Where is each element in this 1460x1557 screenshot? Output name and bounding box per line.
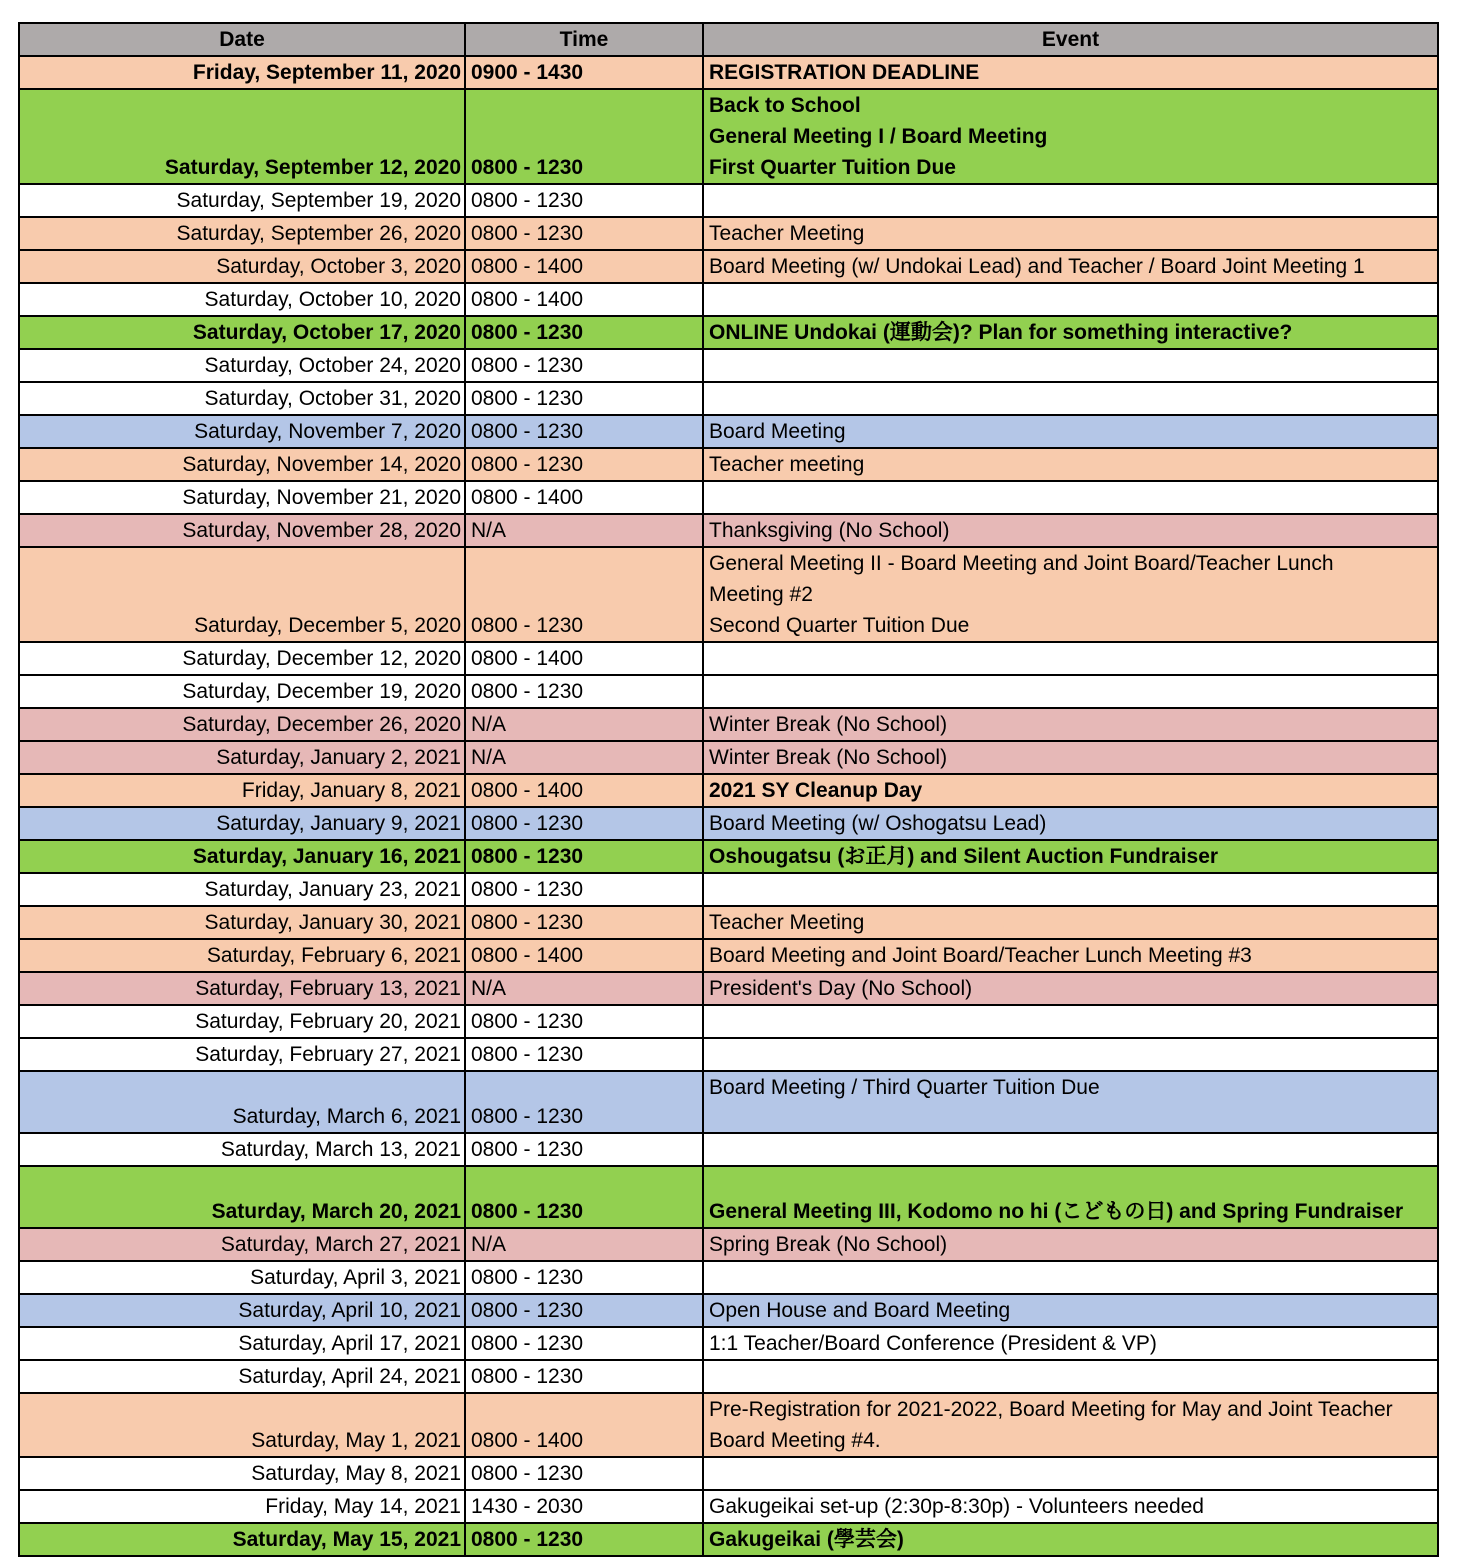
event-cell: Back to School General Meeting I / Board Meeting First Quarter Tuition Due (703, 89, 1438, 184)
date-cell: Saturday, December 5, 2020 (19, 547, 465, 642)
date-cell: Saturday, January 16, 2021 (19, 840, 465, 873)
schedule-row (19, 873, 1438, 906)
schedule-row (19, 382, 1438, 415)
date-cell: Saturday, May 8, 2021 (19, 1457, 465, 1490)
date-cell: Saturday, March 13, 2021 (19, 1133, 465, 1166)
event-cell (703, 873, 1438, 906)
event-cell: Teacher meeting (703, 448, 1438, 481)
date-cell: Saturday, December 12, 2020 (19, 642, 465, 675)
schedule-table (18, 22, 1439, 1557)
time-cell: N/A (465, 972, 703, 1005)
time-cell: 0800 - 1230 (465, 1360, 703, 1393)
time-cell: 0800 - 1230 (465, 415, 703, 448)
date-cell: Saturday, January 30, 2021 (19, 906, 465, 939)
schedule-row (19, 89, 1438, 184)
event-cell: Gakugeikai set-up (2:30p-8:30p) - Volunteers needed (703, 1490, 1438, 1523)
time-cell: 0900 - 1430 (465, 56, 703, 89)
time-cell: 0800 - 1400 (465, 1393, 703, 1457)
time-cell: 0800 - 1230 (465, 1166, 703, 1228)
event-cell (703, 184, 1438, 217)
time-cell: 0800 - 1400 (465, 939, 703, 972)
date-cell: Saturday, September 26, 2020 (19, 217, 465, 250)
event-cell: Gakugeikai (學芸会) (703, 1523, 1438, 1556)
schedule-row (19, 1038, 1438, 1071)
schedule-row (19, 217, 1438, 250)
date-cell: Saturday, April 17, 2021 (19, 1327, 465, 1360)
schedule-row (19, 741, 1438, 774)
time-cell: 0800 - 1230 (465, 1133, 703, 1166)
date-cell: Saturday, April 3, 2021 (19, 1261, 465, 1294)
date-column-header: Date (19, 23, 465, 56)
time-cell: 0800 - 1230 (465, 1327, 703, 1360)
schedule-row (19, 56, 1438, 89)
time-cell: 0800 - 1230 (465, 1523, 703, 1556)
schedule-row (19, 547, 1438, 642)
schedule-row (19, 1133, 1438, 1166)
event-cell (703, 283, 1438, 316)
event-cell: Board Meeting / Third Quarter Tuition Due (703, 1071, 1438, 1133)
time-cell: 0800 - 1230 (465, 906, 703, 939)
event-cell: REGISTRATION DEADLINE (703, 56, 1438, 89)
event-cell: Teacher Meeting (703, 217, 1438, 250)
time-cell: 0800 - 1230 (465, 547, 703, 642)
event-cell (703, 1360, 1438, 1393)
header-row (19, 23, 1438, 56)
schedule-row (19, 642, 1438, 675)
schedule-row (19, 316, 1438, 349)
date-cell: Saturday, January 23, 2021 (19, 873, 465, 906)
date-cell: Saturday, November 7, 2020 (19, 415, 465, 448)
event-cell (703, 1261, 1438, 1294)
time-cell: 0800 - 1400 (465, 283, 703, 316)
time-cell: N/A (465, 514, 703, 547)
time-cell: 0800 - 1230 (465, 840, 703, 873)
event-cell (703, 642, 1438, 675)
event-cell (703, 675, 1438, 708)
time-cell: 0800 - 1400 (465, 250, 703, 283)
schedule-row (19, 1490, 1438, 1523)
date-cell: Saturday, September 19, 2020 (19, 184, 465, 217)
time-cell: 0800 - 1230 (465, 1457, 703, 1490)
schedule-row (19, 250, 1438, 283)
date-cell: Saturday, February 27, 2021 (19, 1038, 465, 1071)
time-cell: N/A (465, 1228, 703, 1261)
schedule-row (19, 415, 1438, 448)
time-cell: 0800 - 1230 (465, 873, 703, 906)
time-cell: 0800 - 1230 (465, 349, 703, 382)
time-cell: 0800 - 1400 (465, 642, 703, 675)
time-cell: 0800 - 1230 (465, 1071, 703, 1133)
date-cell: Saturday, November 21, 2020 (19, 481, 465, 514)
date-cell: Saturday, October 31, 2020 (19, 382, 465, 415)
schedule-row (19, 514, 1438, 547)
time-cell: 0800 - 1230 (465, 1038, 703, 1071)
date-cell: Saturday, September 12, 2020 (19, 89, 465, 184)
date-cell: Saturday, October 17, 2020 (19, 316, 465, 349)
time-cell: 1430 - 2030 (465, 1490, 703, 1523)
date-cell: Saturday, February 6, 2021 (19, 939, 465, 972)
schedule-row (19, 807, 1438, 840)
date-cell: Saturday, November 14, 2020 (19, 448, 465, 481)
time-cell: 0800 - 1400 (465, 774, 703, 807)
event-cell: General Meeting II - Board Meeting and Joint Board/Teacher Lunch Meeting #2 Second Quarter Tuition Due (703, 547, 1438, 642)
event-cell: Oshougatsu (お正月) and Silent Auction Fundraiser (703, 840, 1438, 873)
event-column-header: Event (703, 23, 1438, 56)
schedule-row (19, 939, 1438, 972)
time-cell: 0800 - 1230 (465, 382, 703, 415)
schedule-row (19, 675, 1438, 708)
time-cell: N/A (465, 708, 703, 741)
event-cell: Board Meeting (w/ Undokai Lead) and Teacher / Board Joint Meeting 1 (703, 250, 1438, 283)
event-cell: Spring Break (No School) (703, 1228, 1438, 1261)
date-cell: Friday, January 8, 2021 (19, 774, 465, 807)
event-cell (703, 1038, 1438, 1071)
event-cell (703, 349, 1438, 382)
time-cell: 0800 - 1230 (465, 316, 703, 349)
schedule-row (19, 1523, 1438, 1556)
schedule-row (19, 1005, 1438, 1038)
date-cell: Saturday, April 10, 2021 (19, 1294, 465, 1327)
time-cell: 0800 - 1230 (465, 1005, 703, 1038)
date-cell: Saturday, October 10, 2020 (19, 283, 465, 316)
schedule-row (19, 1457, 1438, 1490)
time-cell: 0800 - 1230 (465, 807, 703, 840)
date-cell: Saturday, March 6, 2021 (19, 1071, 465, 1133)
date-cell: Saturday, November 28, 2020 (19, 514, 465, 547)
date-cell: Saturday, May 1, 2021 (19, 1393, 465, 1457)
event-cell: ONLINE Undokai (運動会)? Plan for something interactive? (703, 316, 1438, 349)
schedule-row (19, 708, 1438, 741)
schedule-row (19, 1360, 1438, 1393)
event-cell (703, 481, 1438, 514)
event-cell: Board Meeting and Joint Board/Teacher Lunch Meeting #3 (703, 939, 1438, 972)
schedule-row (19, 972, 1438, 1005)
schedule-row (19, 283, 1438, 316)
event-cell: General Meeting III, Kodomo no hi (こどもの日) and Spring Fundraiser (703, 1166, 1438, 1228)
schedule-row (19, 1228, 1438, 1261)
time-cell: 0800 - 1230 (465, 184, 703, 217)
date-cell: Saturday, October 24, 2020 (19, 349, 465, 382)
time-cell: 0800 - 1230 (465, 1261, 703, 1294)
time-cell: N/A (465, 741, 703, 774)
schedule-row (19, 1071, 1438, 1133)
event-cell: Pre-Registration for 2021-2022, Board Meeting for May and Joint Teacher Board Meeting #4. (703, 1393, 1438, 1457)
schedule-body (19, 56, 1438, 1556)
time-cell: 0800 - 1230 (465, 89, 703, 184)
event-cell: Winter Break (No School) (703, 708, 1438, 741)
event-cell: Open House and Board Meeting (703, 1294, 1438, 1327)
event-cell: Board Meeting (703, 415, 1438, 448)
event-cell: 2021 SY Cleanup Day (703, 774, 1438, 807)
date-cell: Saturday, December 26, 2020 (19, 708, 465, 741)
date-cell: Saturday, February 20, 2021 (19, 1005, 465, 1038)
schedule-row (19, 774, 1438, 807)
time-column-header: Time (465, 23, 703, 56)
schedule-row (19, 1294, 1438, 1327)
schedule-row (19, 1166, 1438, 1228)
date-cell: Saturday, January 2, 2021 (19, 741, 465, 774)
schedule-row (19, 1261, 1438, 1294)
schedule-row (19, 1393, 1438, 1457)
event-cell (703, 1457, 1438, 1490)
schedule-row (19, 1327, 1438, 1360)
date-cell: Saturday, December 19, 2020 (19, 675, 465, 708)
schedule-row (19, 184, 1438, 217)
event-cell: President's Day (No School) (703, 972, 1438, 1005)
date-cell: Saturday, October 3, 2020 (19, 250, 465, 283)
time-cell: 0800 - 1400 (465, 481, 703, 514)
time-cell: 0800 - 1230 (465, 217, 703, 250)
event-cell (703, 382, 1438, 415)
event-cell (703, 1005, 1438, 1038)
date-cell: Saturday, January 9, 2021 (19, 807, 465, 840)
date-cell: Saturday, May 15, 2021 (19, 1523, 465, 1556)
event-cell: 1:1 Teacher/Board Conference (President & VP) (703, 1327, 1438, 1360)
date-cell: Friday, May 14, 2021 (19, 1490, 465, 1523)
event-cell (703, 1133, 1438, 1166)
time-cell: 0800 - 1230 (465, 1294, 703, 1327)
schedule-row (19, 448, 1438, 481)
event-cell: Winter Break (No School) (703, 741, 1438, 774)
time-cell: 0800 - 1230 (465, 675, 703, 708)
schedule-row (19, 481, 1438, 514)
schedule-row (19, 840, 1438, 873)
date-cell: Saturday, March 27, 2021 (19, 1228, 465, 1261)
time-cell: 0800 - 1230 (465, 448, 703, 481)
event-cell: Board Meeting (w/ Oshogatsu Lead) (703, 807, 1438, 840)
date-cell: Friday, September 11, 2020 (19, 56, 465, 89)
schedule-row (19, 349, 1438, 382)
date-cell: Saturday, February 13, 2021 (19, 972, 465, 1005)
schedule-row (19, 906, 1438, 939)
date-cell: Saturday, April 24, 2021 (19, 1360, 465, 1393)
event-cell: Teacher Meeting (703, 906, 1438, 939)
date-cell: Saturday, March 20, 2021 (19, 1166, 465, 1228)
event-cell: Thanksgiving (No School) (703, 514, 1438, 547)
